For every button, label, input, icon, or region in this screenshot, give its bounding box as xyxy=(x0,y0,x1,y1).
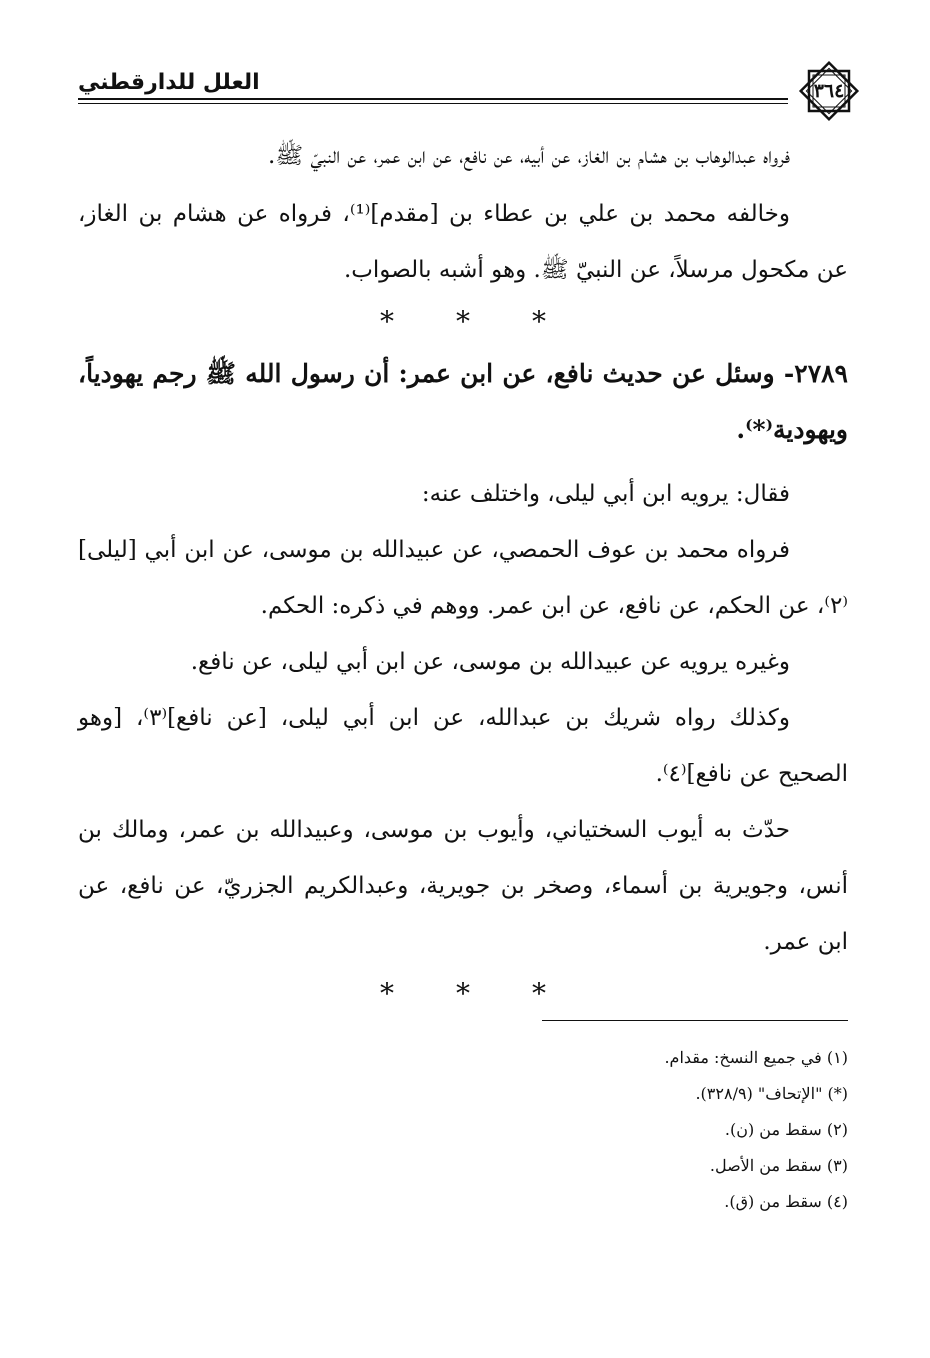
section-separator xyxy=(78,298,848,346)
separator-star: * xyxy=(456,977,470,1010)
footnotes xyxy=(520,1040,848,1220)
entry-question: وسئل عن حديث نافع، عن ابن عمر: أن رسول الله ﷺ رجم يهودياً، ويهودية⁽*⁾. xyxy=(78,359,848,444)
header-rule xyxy=(78,98,788,100)
paragraph-7: حدّث به أيوب السختياني، وأيوب بن موسى، وعبيدالله بن عمر، ومالك بن أنس، وجويرية بن أسماء، وصخر بن جويرية، وعبدالكريم الجزريّ، عن نافع، عن ابن عمر. xyxy=(78,817,848,955)
footnote-item: (٣) سقط من الأصل. xyxy=(709,1156,848,1175)
separator-star: * xyxy=(380,977,394,1010)
separator-star: * xyxy=(456,305,470,338)
footnote-item: (*) "الإتحاف" (٣٢٨/٩). xyxy=(695,1084,848,1103)
main-text xyxy=(78,128,848,1018)
paragraph-6: وكذلك رواه شريك بن عبدالله، عن ابن أبي ليلى، [عن نافع]⁽٣⁾، [وهو الصحيح عن نافع]⁽٤⁾. xyxy=(78,705,848,787)
footnote-divider xyxy=(542,1020,848,1021)
separator-star: * xyxy=(532,977,546,1010)
header-rule-thin xyxy=(78,103,788,104)
entry-heading xyxy=(78,346,848,458)
page-header xyxy=(78,58,860,108)
paragraph-3: فقال: يرويه ابن أبي ليلى، واختلف عنه: xyxy=(421,481,790,507)
footnote-item: (٢) سقط من (ن). xyxy=(724,1120,848,1139)
section-separator xyxy=(78,970,848,1018)
entry-number: ٢٧٨٩- xyxy=(783,359,848,388)
footnote-item: (٤) سقط من (ق). xyxy=(724,1192,848,1211)
paragraph-4: فرواه محمد بن عوف الحمصي، عن عبيدالله بن موسى، عن ابن أبي [ليلى]⁽٢⁾، عن الحكم، عن نافع، عن ابن عمر. ووهم في ذكره: الحكم. xyxy=(78,537,848,619)
page-number-badge xyxy=(798,60,860,122)
paragraph-5: وغيره يرويه عن عبيدالله بن موسى، عن ابن أبي ليلى، عن نافع. xyxy=(190,649,790,675)
page-number: ٣٦٤ xyxy=(813,80,845,102)
paragraph-2: وخالفه محمد بن علي بن عطاء بن [مقدم]⁽¹⁾، فرواه عن هشام بن الغاز، عن مكحول مرسلاً، عن النبيّ ﷺ. وهو أشبه بالصواب. xyxy=(78,201,848,283)
separator-star: * xyxy=(380,305,394,338)
footnote-item: (١) في جميع النسخ: مقدام. xyxy=(664,1048,848,1067)
separator-star: * xyxy=(532,305,546,338)
paragraph-1: فرواه عبدالوهاب بن هشام بن الغاز، عن أبيه، عن نافع، عن ابن عمر، عن النبيّ ﷺ. xyxy=(268,143,790,169)
book-title: العلل للدارقطني xyxy=(78,70,260,95)
